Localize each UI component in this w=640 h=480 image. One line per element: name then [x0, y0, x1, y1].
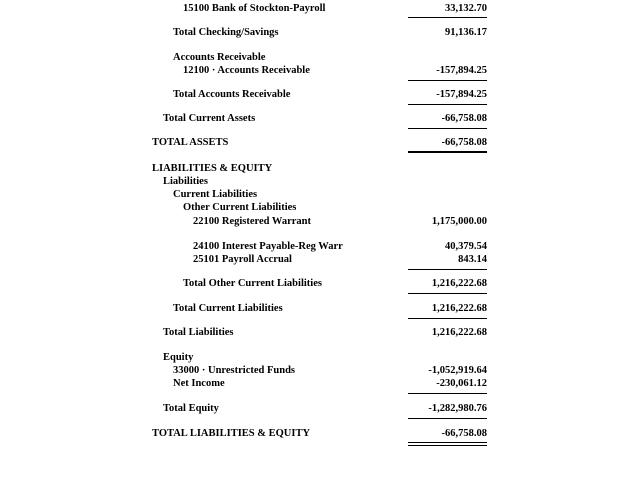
row-total-liabilities-equity	[0, 427, 640, 441]
row-accounts-receivable-heading	[0, 51, 640, 65]
row-25101-payroll-accrual	[0, 253, 640, 267]
row-label: 12100 · Accounts Receivable	[183, 65, 310, 76]
underline	[408, 104, 487, 105]
row-label: Total Checking/Savings	[173, 27, 279, 38]
double-underline	[408, 151, 487, 153]
row-label: Total Current Assets	[163, 113, 256, 124]
row-amount: -157,894.25	[436, 65, 487, 76]
row-total-liabilities	[0, 326, 640, 340]
underline	[408, 269, 487, 270]
row-label: Total Equity	[163, 403, 219, 414]
row-label: Liabilities	[163, 176, 208, 187]
row-label: Total Current Liabilities	[173, 303, 283, 314]
underline	[408, 128, 487, 129]
row-label: Total Other Current Liabilities	[183, 278, 322, 289]
row-12100-accounts-receivable	[0, 64, 640, 78]
row-label: Accounts Receivable	[173, 52, 266, 63]
row-total-accounts-receivable	[0, 88, 640, 102]
row-label: 24100 Interest Payable-Reg Warr	[193, 241, 343, 252]
row-amount: -66,758.08	[441, 113, 487, 124]
row-label: LIABILITIES & EQUITY	[152, 163, 273, 174]
row-amount: 40,379.54	[445, 241, 487, 252]
row-total-current-liabilities	[0, 302, 640, 316]
row-label: 15100 Bank of Stockton-Payroll	[183, 3, 326, 14]
row-amount: -66,758.08	[441, 428, 487, 439]
row-amount: -157,894.25	[436, 89, 487, 100]
underline	[408, 418, 487, 419]
row-label: 25101 Payroll Accrual	[193, 254, 292, 265]
row-label: 33000 · Unrestricted Funds	[173, 365, 296, 376]
row-total-checking-savings	[0, 26, 640, 40]
row-total-other-current-liabilities	[0, 277, 640, 291]
row-liabilities-heading	[0, 175, 640, 189]
row-label: 22100 Registered Warrant	[193, 216, 312, 227]
row-total-current-assets	[0, 112, 640, 126]
row-total-assets	[0, 136, 640, 150]
row-amount: -230,061.12	[436, 378, 487, 389]
row-24100-interest-payable	[0, 240, 640, 254]
row-other-current-liabilities-heading	[0, 201, 640, 215]
underline	[408, 293, 487, 294]
row-amount: 1,216,222.68	[431, 278, 487, 289]
underline	[408, 318, 487, 319]
row-amount: 33,132.70	[445, 3, 487, 14]
row-current-liabilities-heading	[0, 188, 640, 202]
row-total-equity	[0, 402, 640, 416]
underline	[408, 80, 487, 81]
row-bank-of-stockton-payroll	[0, 2, 640, 16]
row-label: TOTAL ASSETS	[152, 137, 229, 148]
double-underline	[408, 442, 487, 446]
row-amount: 1,175,000.00	[431, 216, 487, 227]
row-label: Net Income	[173, 378, 225, 389]
row-amount: 843.14	[458, 254, 487, 265]
row-33000-unrestricted-funds	[0, 364, 640, 378]
row-label: Total Liabilities	[163, 327, 234, 338]
row-amount: -1,052,919.64	[428, 365, 487, 376]
underline	[408, 393, 487, 394]
row-22100-registered-warrant	[0, 215, 640, 229]
row-amount: -1,282,980.76	[428, 403, 487, 414]
row-liabilities-equity-heading	[0, 162, 640, 176]
row-net-income	[0, 377, 640, 391]
row-label: Total Accounts Receivable	[173, 89, 291, 100]
underline	[408, 17, 487, 18]
row-amount: 1,216,222.68	[431, 303, 487, 314]
row-label: Other Current Liabilities	[183, 202, 297, 213]
row-amount: 91,136.17	[445, 27, 487, 38]
row-amount: -66,758.08	[441, 137, 487, 148]
row-label: TOTAL LIABILITIES & EQUITY	[152, 428, 311, 439]
row-equity-heading	[0, 351, 640, 365]
row-amount: 1,216,222.68	[431, 327, 487, 338]
row-label: Equity	[163, 352, 194, 363]
row-label: Current Liabilities	[173, 189, 258, 200]
